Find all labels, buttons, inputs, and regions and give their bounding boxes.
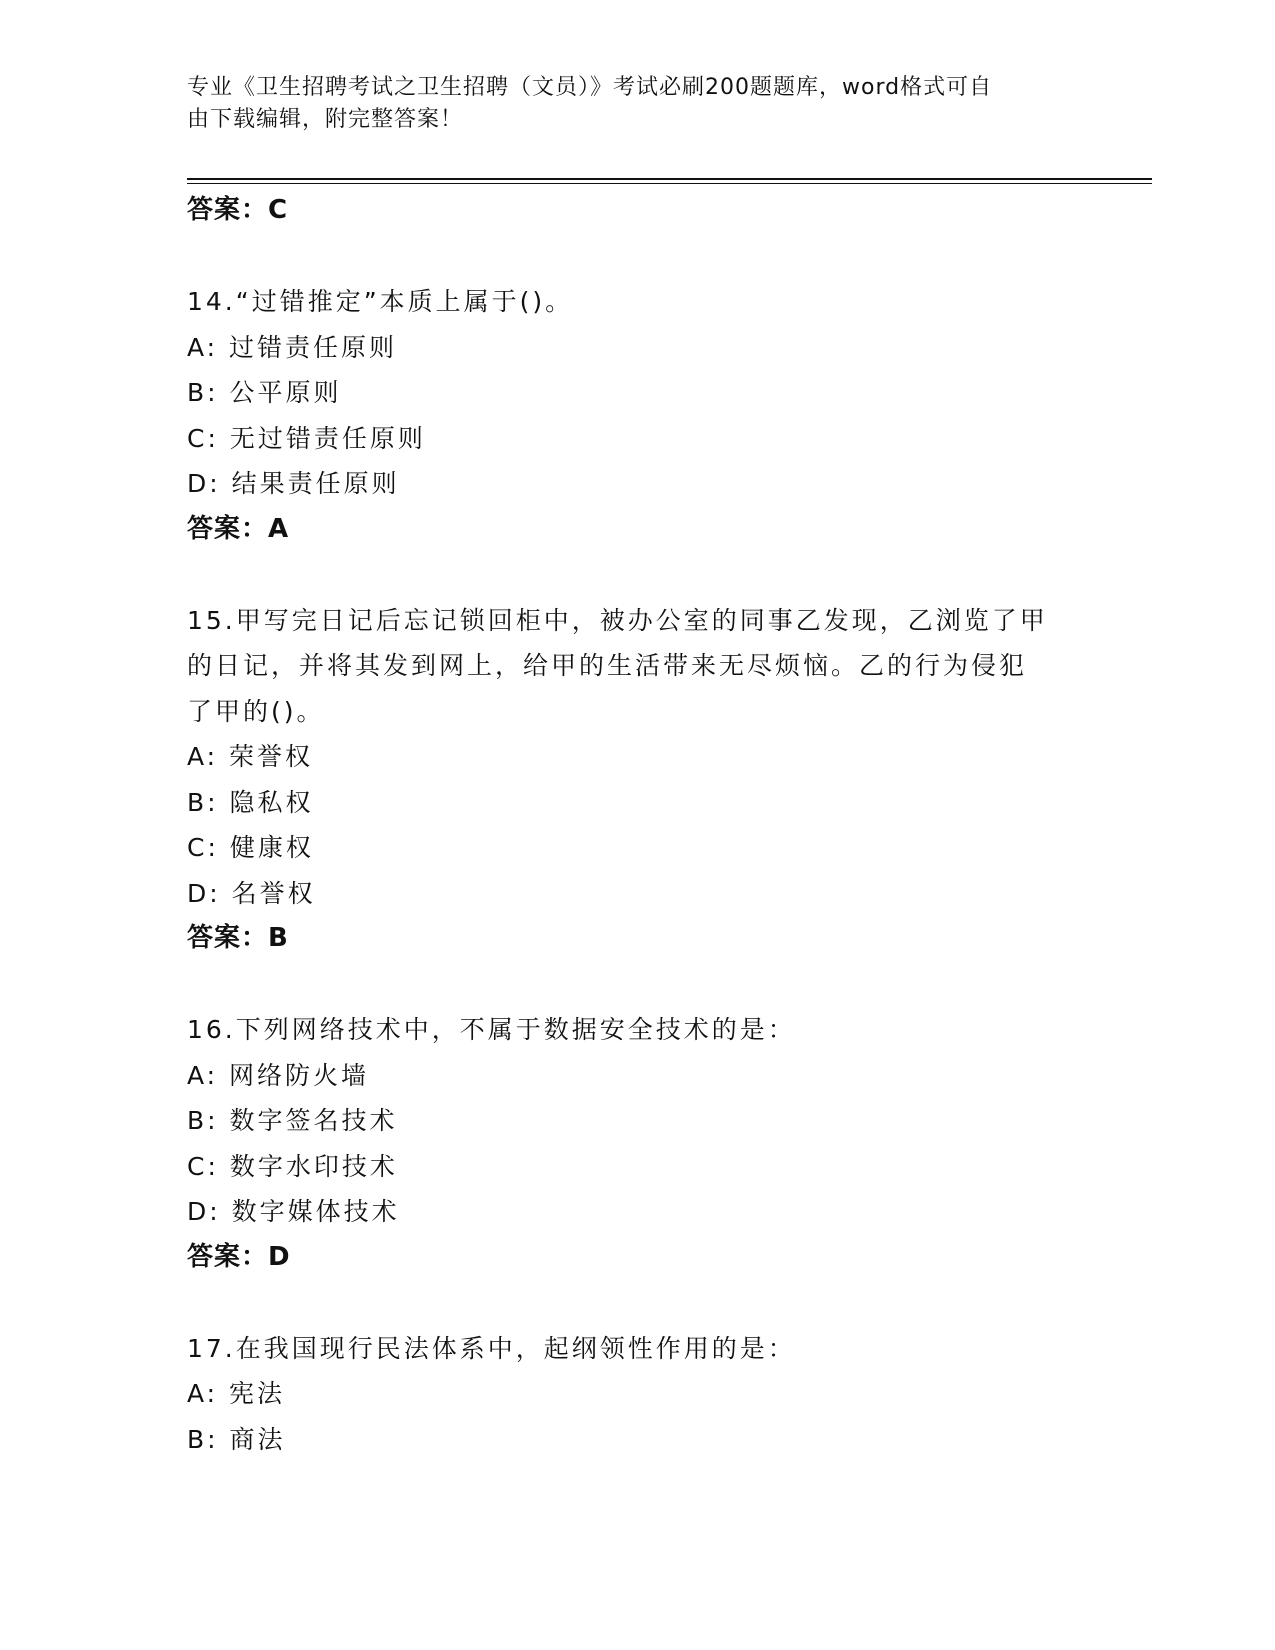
header-divider-thick (187, 178, 1152, 180)
answer-line: 答案：C (187, 195, 289, 225)
spacer (187, 1280, 1087, 1326)
question-14 (187, 279, 1087, 552)
question-17 (187, 1326, 1087, 1463)
option-b: B: 公平原则 (187, 378, 342, 407)
spacer (187, 962, 1087, 1008)
document-body (187, 188, 1087, 1462)
option-c: C: 数字水印技术 (187, 1151, 398, 1181)
answer-line: 答案：B (187, 923, 289, 953)
header-line-1: 专业《卫生招聘考试之卫生招聘（文员）》考试必刷200题题库，word格式可自 (187, 75, 993, 100)
option-d: D: 名誉权 (187, 878, 316, 908)
header-line-2: 由下载编辑，附完整答案！ (187, 107, 464, 132)
header-divider-thin (187, 183, 1152, 184)
question-stem: 16.下列网络技术中，不属于数据安全技术的是： (187, 1015, 796, 1044)
question-stem: 的日记，并将其发到网上，给甲的生活带来无尽烦恼。乙的行为侵犯 (187, 651, 1028, 680)
question-stem: 了甲的()。 (187, 696, 325, 726)
answer-line: 答案：D (187, 1241, 291, 1272)
option-d: D: 数字媒体技术 (187, 1197, 400, 1226)
option-a: A: 过错责任原则 (187, 332, 398, 362)
spacer (187, 552, 1087, 598)
question-15 (187, 598, 1087, 962)
option-a: A: 网络防火墙 (187, 1060, 370, 1090)
question-16 (187, 1007, 1087, 1280)
option-b: B: 商法 (187, 1424, 286, 1454)
answer-line: 答案：A (187, 513, 290, 544)
spacer (187, 234, 1087, 280)
option-a: A: 宪法 (187, 1379, 286, 1408)
question-stem: 17.在我国现行民法体系中，起纲领性作用的是： (187, 1333, 796, 1363)
option-c: C: 健康权 (187, 833, 314, 862)
option-a: A: 荣誉权 (187, 742, 314, 771)
question-stem: 14.“过错推定”本质上属于()。 (187, 287, 574, 316)
question-stem: 15.甲写完日记后忘记锁回柜中，被办公室的同事乙发现，乙浏览了甲 (187, 605, 1048, 635)
option-c: C: 无过错责任原则 (187, 423, 426, 453)
document-header (187, 72, 1067, 136)
option-d: D: 结果责任原则 (187, 469, 400, 498)
option-b: B: 隐私权 (187, 787, 314, 817)
option-b: B: 数字签名技术 (187, 1106, 398, 1135)
